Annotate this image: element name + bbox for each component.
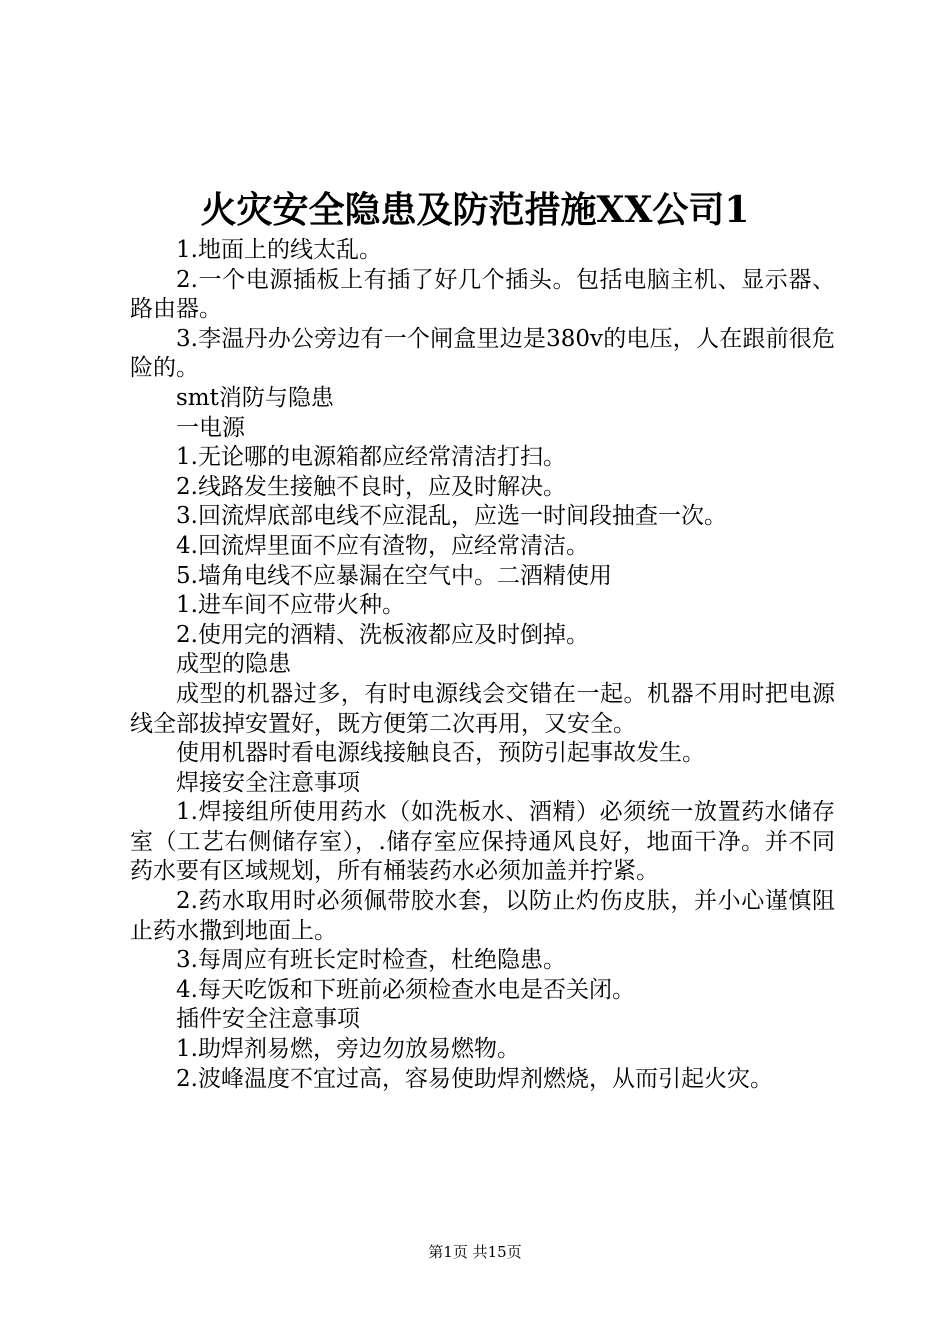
paragraph: 3.回流焊底部电线不应混乱，应选一时间段抽查一次。 (176, 503, 727, 530)
section-heading: 成型的隐患 (176, 651, 291, 678)
section-heading: smt消防与隐患 (176, 384, 334, 411)
paragraph: 3.每周应有班长定时检查，杜绝隐患。 (176, 947, 566, 974)
section-heading: 一电源 (176, 414, 245, 441)
paragraph: 4.每天吃饭和下班前必须检查水电是否关闭。 (176, 976, 635, 1003)
paragraph: 使用机器时看电源线接触良否，预防引起事故发生。 (176, 740, 705, 767)
paragraph: 1.地面上的线太乱。 (176, 237, 382, 263)
document-body (130, 236, 835, 1094)
paragraph: 2.使用完的酒精、洗板液都应及时倒掉。 (176, 621, 589, 648)
paragraph: 5.墙角电线不应暴漏在空气中。二酒精使用 (176, 562, 612, 589)
paragraph: 2.一个电源插板上有插了好几个插头。包括电脑主机、显示器、路由器。 (130, 266, 835, 323)
paragraph: 成型的机器过多，有时电源线会交错在一起。机器不用时把电源线全部拔掉安置好，既方便第二次再用，又安全。 (130, 680, 835, 737)
page-footer: 第1页 共15页 (428, 1243, 522, 1261)
paragraph: 1.无论哪的电源箱都应经常清洁打扫。 (176, 444, 566, 471)
paragraph: 2.波峰温度不宜过高，容易使助焊剂燃烧，从而引起火灾。 (176, 1065, 773, 1092)
paragraph: 2.药水取用时必须佩带胶水套，以防止灼伤皮肤，并小心谨慎阻止药水撒到地面上。 (130, 888, 835, 944)
paragraph: 1.进车间不应带火种。 (176, 592, 405, 619)
paragraph: 3.李温丹办公旁边有一个闸盒里边是380v的电压，人在跟前很危险的。 (130, 325, 835, 382)
paragraph: 1.焊接组所使用药水（如洗板水、酒精）必须统一放置药水储存室（工艺右侧储存室），.储存室应保持通风良好，地面干净。并不同药水要有区域规划，所有桶装药水必须加盖并拧紧。 (130, 799, 835, 885)
paragraph: 4.回流焊里面不应有渣物，应经常清洁。 (176, 532, 589, 559)
document-title: 火灾安全隐患及防范措施XX公司1 (200, 189, 750, 231)
paragraph: 1.助焊剂易燃，旁边勿放易燃物。 (176, 1036, 520, 1063)
section-heading: 焊接安全注意事项 (176, 769, 360, 796)
section-heading: 插件安全注意事项 (176, 1006, 360, 1033)
paragraph: 2.线路发生接触不良时，应及时解决。 (176, 473, 566, 500)
